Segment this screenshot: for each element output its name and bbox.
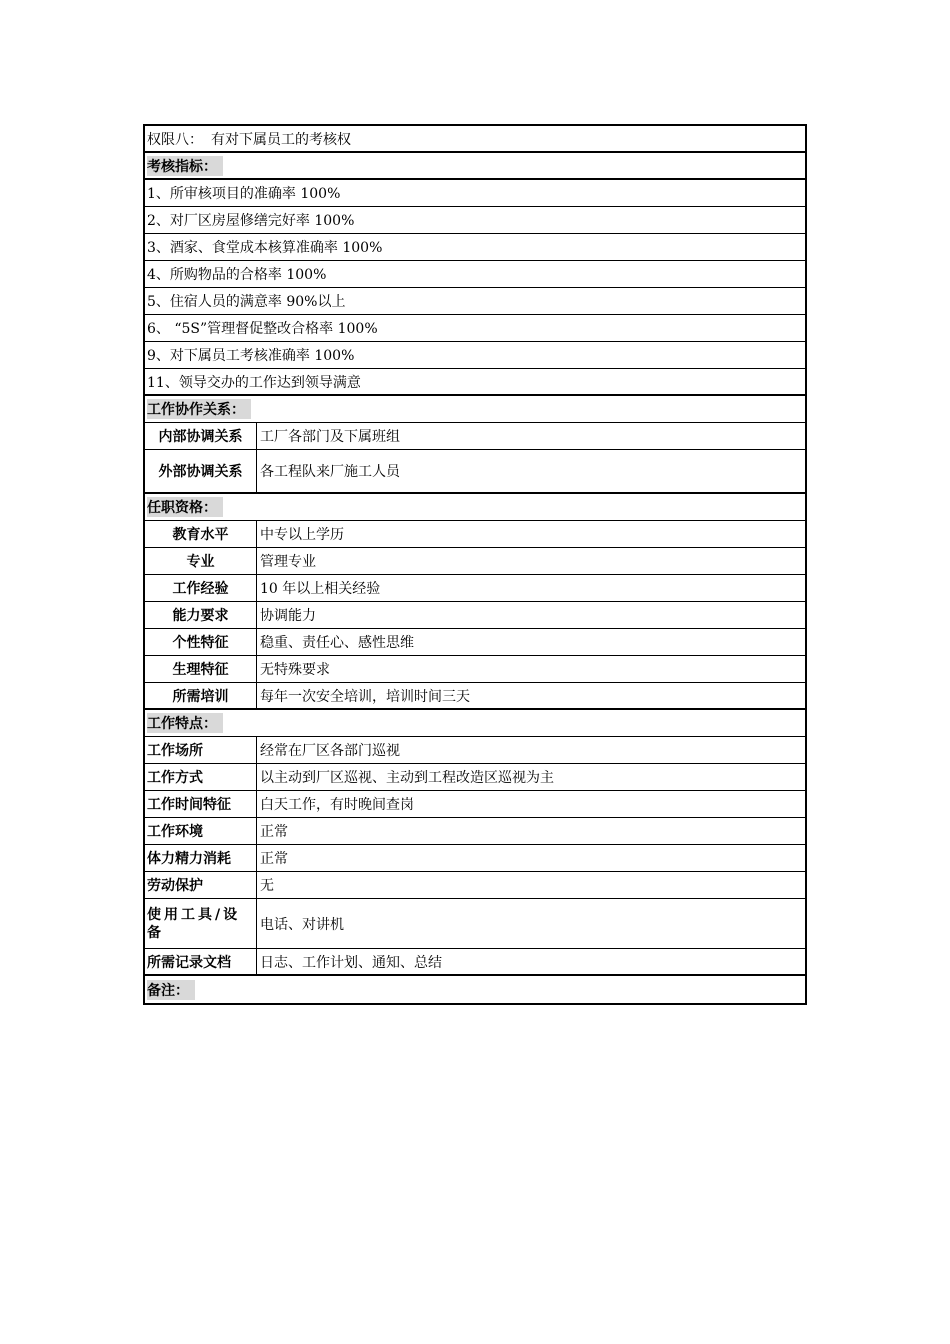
kpi-item: 1、所审核项目的准确率 100% — [145, 180, 805, 207]
relations-row-external: 外部协调关系 各工程队来厂施工人员 — [145, 450, 805, 494]
feature-row: 所需记录文档 日志、工作计划、通知、总结 — [145, 949, 805, 976]
qualification-row: 生理特征 无特殊要求 — [145, 656, 805, 683]
remarks-title: 备注： — [147, 980, 195, 1000]
kpi-section-header — [145, 153, 805, 180]
qualifications-section-header — [145, 494, 805, 521]
relations-row-internal: 内部协调关系 工厂各部门及下属班组 — [145, 423, 805, 450]
qualification-row: 所需培训 每年一次安全培训，培训时间三天 — [145, 683, 805, 710]
feature-row: 使用工具/设备 电话、对讲机 — [145, 899, 805, 949]
feature-row: 劳动保护 无 — [145, 872, 805, 899]
remarks-row — [145, 976, 805, 1003]
qualification-row: 专业 管理专业 — [145, 548, 805, 575]
kpi-item: 9、对下属员工考核准确率 100% — [145, 342, 805, 369]
kpi-item: 3、酒家、食堂成本核算准确率 100% — [145, 234, 805, 261]
kpi-item: 6、 “5S”管理督促整改合格率 100% — [145, 315, 805, 342]
feature-row: 体力精力消耗 正常 — [145, 845, 805, 872]
relations-title: 工作协作关系： — [147, 399, 251, 419]
kpi-item: 2、对厂区房屋修缮完好率 100% — [145, 207, 805, 234]
qualifications-title: 任职资格： — [147, 497, 223, 517]
relations-section-header — [145, 396, 805, 423]
qualification-row: 工作经验 10 年以上相关经验 — [145, 575, 805, 602]
feature-row: 工作时间特征 白天工作，有时晚间查岗 — [145, 791, 805, 818]
feature-row: 工作方式 以主动到厂区巡视、主动到工程改造区巡视为主 — [145, 764, 805, 791]
qualification-row: 个性特征 稳重、责任心、感性思维 — [145, 629, 805, 656]
features-section-header — [145, 710, 805, 737]
feature-row: 工作场所 经常在厂区各部门巡视 — [145, 737, 805, 764]
feature-row: 工作环境 正常 — [145, 818, 805, 845]
qualification-row: 能力要求 协调能力 — [145, 602, 805, 629]
qualification-row: 教育水平 中专以上学历 — [145, 521, 805, 548]
authority-text: 有对下属员工的考核权 — [211, 131, 351, 148]
kpi-item: 11、领导交办的工作达到领导满意 — [145, 369, 805, 396]
job-description-table — [143, 124, 807, 1005]
authority-row — [145, 126, 805, 153]
features-title: 工作特点： — [147, 713, 223, 733]
kpi-item: 4、所购物品的合格率 100% — [145, 261, 805, 288]
kpi-item: 5、住宿人员的满意率 90%以上 — [145, 288, 805, 315]
kpi-title: 考核指标： — [147, 156, 223, 176]
authority-label: 权限八： — [147, 131, 203, 148]
